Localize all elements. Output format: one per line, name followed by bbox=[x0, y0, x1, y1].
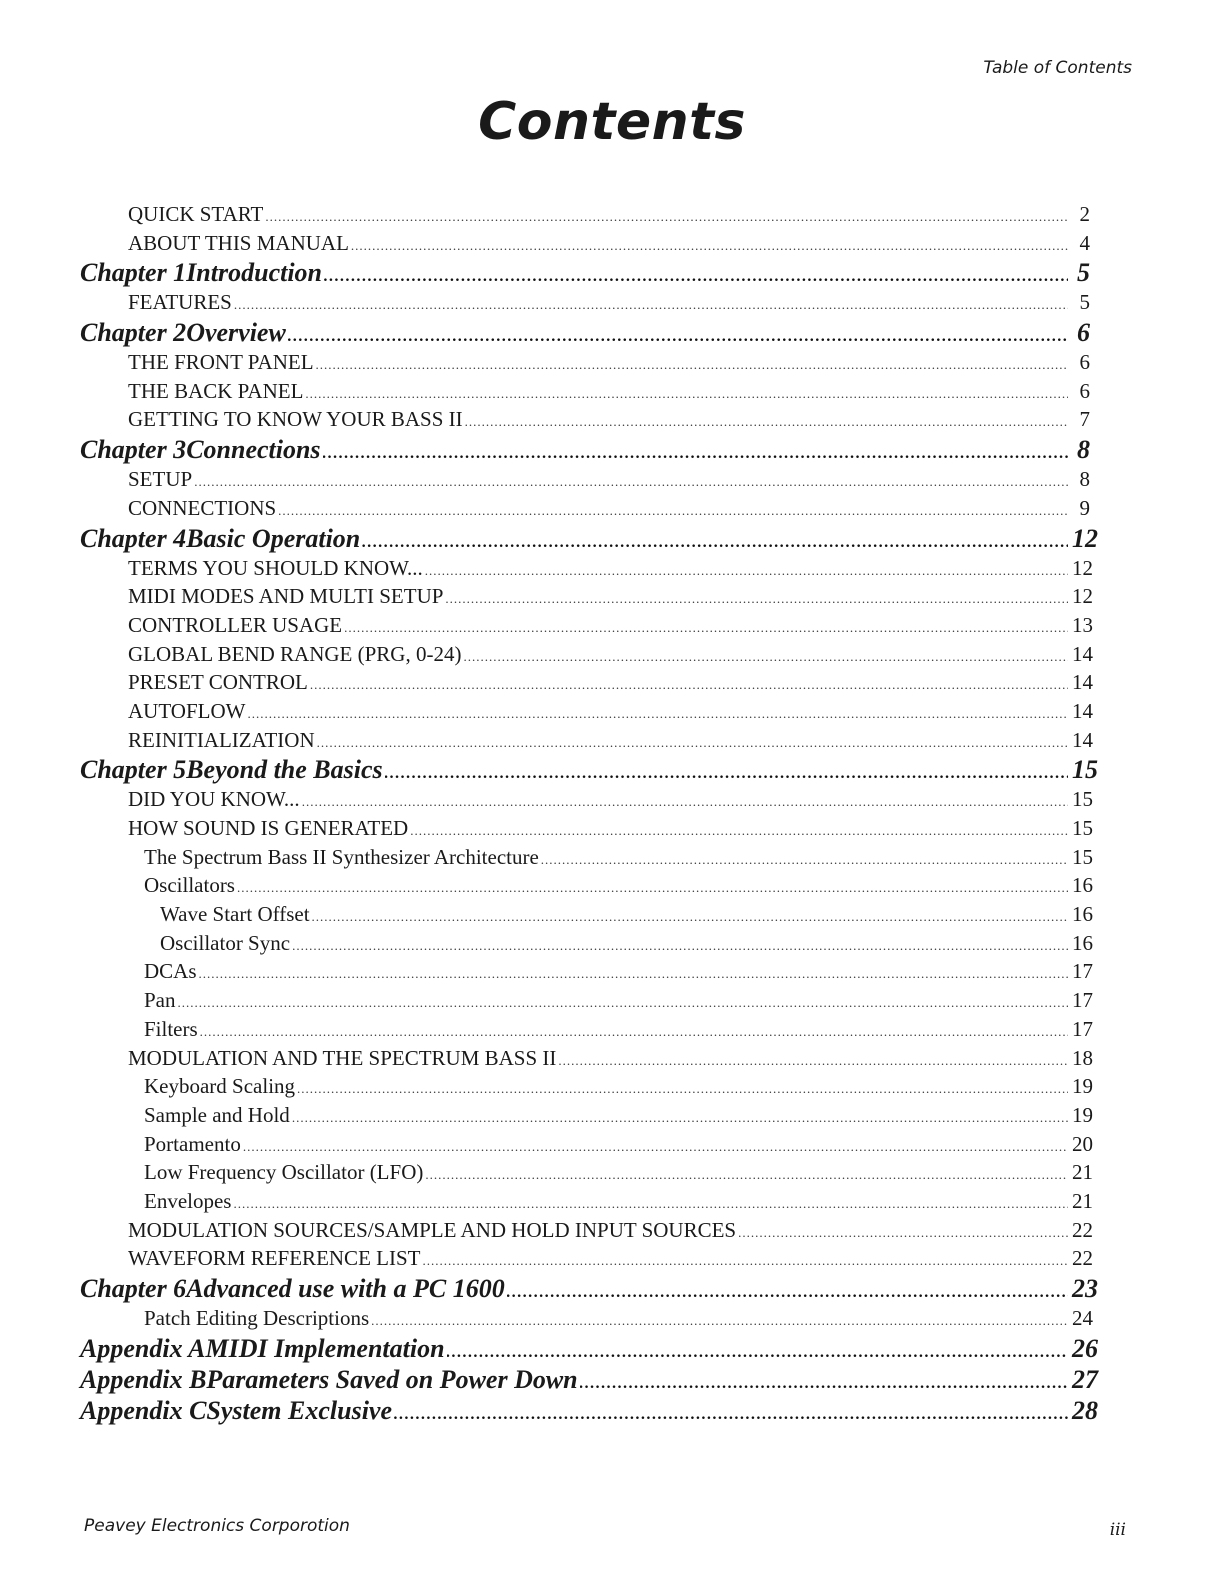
dot-leader bbox=[243, 1139, 1068, 1155]
toc-section-row bbox=[80, 496, 1090, 525]
toc-page-number: 16 bbox=[1072, 873, 1093, 898]
toc-section-row bbox=[80, 641, 1093, 671]
dot-leader bbox=[316, 357, 1068, 373]
toc-entry-title: Envelopes bbox=[144, 1188, 232, 1213]
toc-page-number: 15 bbox=[1072, 844, 1093, 869]
dot-leader bbox=[385, 765, 1068, 783]
toc-entry-title: Oscillator Sync bbox=[160, 930, 291, 955]
toc-entry-title: Keyboard Scaling bbox=[144, 1074, 296, 1099]
chapter-number: Chapter 6 bbox=[80, 1274, 187, 1303]
toc-page-number: 17 bbox=[1072, 959, 1093, 984]
toc-section-row bbox=[80, 988, 1093, 1017]
toc-entry-title: System Exclusive bbox=[206, 1395, 393, 1425]
toc-entry-title: MODULATION AND THE SPECTRUM BASS II bbox=[128, 1045, 557, 1070]
toc-section-row bbox=[80, 1131, 1093, 1161]
toc-entry-title: THE BACK PANEL bbox=[128, 378, 304, 403]
dot-leader bbox=[344, 620, 1068, 636]
toc-entry-title: Introduction bbox=[186, 258, 323, 288]
toc-page-number: 16 bbox=[1072, 930, 1093, 955]
toc-section-row bbox=[80, 902, 1093, 931]
toc-chapter-row bbox=[80, 435, 1090, 467]
toc-page-number: 14 bbox=[1072, 641, 1093, 666]
toc-entry-title: GLOBAL BEND RANGE (PRG, 0-24) bbox=[128, 641, 462, 666]
toc-page-number: 21 bbox=[1072, 1188, 1093, 1213]
toc-page-number: 15 bbox=[1072, 787, 1093, 812]
toc-entry-title: Low Frequency Oscillator (LFO) bbox=[144, 1160, 424, 1185]
dot-leader bbox=[371, 1313, 1068, 1329]
toc-entry-title: MIDI Implementation bbox=[205, 1333, 445, 1363]
running-header: Table of Contents bbox=[983, 58, 1132, 78]
dot-leader bbox=[312, 909, 1068, 925]
toc-entry-title: SETUP bbox=[128, 467, 193, 492]
toc-section-row bbox=[80, 379, 1090, 408]
toc-appendix-row bbox=[80, 1395, 1098, 1428]
toc-section-row bbox=[80, 407, 1090, 436]
toc-page-number: 28 bbox=[1072, 1395, 1098, 1425]
toc-entry-title: Pan bbox=[144, 988, 176, 1013]
dot-leader bbox=[507, 1284, 1068, 1302]
dot-leader bbox=[247, 706, 1068, 722]
toc-entry-title: Basic Operation bbox=[186, 523, 361, 553]
dot-leader bbox=[288, 328, 1068, 346]
toc-section-row bbox=[80, 844, 1093, 874]
dot-leader bbox=[410, 823, 1068, 839]
dot-leader bbox=[738, 1225, 1068, 1241]
toc-entry-title: MODULATION SOURCES/SAMPLE AND HOLD INPUT SOURCES bbox=[128, 1217, 737, 1242]
toc-section-row bbox=[80, 1306, 1093, 1335]
toc-page-number: 8 bbox=[1077, 435, 1090, 465]
toc-page-number: 12 bbox=[1072, 584, 1093, 609]
dot-leader bbox=[425, 563, 1068, 579]
chapter-number: Chapter 2 bbox=[80, 318, 187, 348]
dot-leader bbox=[317, 735, 1068, 751]
dot-leader bbox=[297, 1081, 1068, 1097]
dot-leader bbox=[305, 386, 1068, 402]
toc-entry-title: DCAs bbox=[144, 959, 197, 984]
dot-leader bbox=[302, 794, 1068, 810]
dot-leader bbox=[422, 1253, 1068, 1269]
toc-section-row bbox=[80, 1217, 1093, 1247]
toc-entry-title: FEATURES bbox=[128, 290, 232, 315]
toc-page-number: 15 bbox=[1072, 816, 1093, 840]
dot-leader bbox=[445, 591, 1068, 607]
toc-entry-title: Sample and Hold bbox=[144, 1102, 290, 1127]
dot-leader bbox=[194, 474, 1068, 490]
toc-page-number: 19 bbox=[1072, 1074, 1093, 1099]
toc-entry-title: Oscillators bbox=[144, 873, 235, 898]
toc-entry-title: Wave Start Offset bbox=[160, 902, 310, 927]
toc-section-row bbox=[80, 1160, 1093, 1189]
toc-section-row bbox=[80, 670, 1093, 699]
dot-leader bbox=[541, 852, 1068, 868]
toc-section-row bbox=[80, 467, 1090, 496]
toc-entry-title: AUTOFLOW bbox=[128, 698, 246, 723]
toc-page-number: 13 bbox=[1072, 612, 1093, 637]
toc-entry-title: GETTING TO KNOW YOUR BASS II bbox=[128, 407, 463, 432]
dot-leader bbox=[425, 1167, 1068, 1183]
toc-appendix-row bbox=[80, 1333, 1098, 1366]
toc-section-row bbox=[80, 727, 1093, 757]
toc-page-number: 14 bbox=[1072, 698, 1093, 723]
toc-entry-title: TERMS YOU SHOULD KNOW... bbox=[128, 555, 423, 580]
toc-page-number: 4 bbox=[1079, 230, 1090, 255]
table-of-contents bbox=[80, 202, 1098, 1428]
dot-leader bbox=[310, 677, 1068, 693]
toc-page-number: 6 bbox=[1077, 318, 1090, 348]
toc-page-number: 24 bbox=[1072, 1306, 1093, 1330]
toc-entry-title: Filters bbox=[144, 1016, 198, 1041]
toc-entry-title: DID YOU KNOW... bbox=[128, 787, 300, 812]
toc-chapter-row bbox=[80, 258, 1090, 290]
toc-page-number: 19 bbox=[1072, 1102, 1093, 1127]
toc-entry-title: QUICK START bbox=[128, 202, 264, 226]
toc-page-number: 14 bbox=[1072, 670, 1093, 695]
appendix-number: Appendix A bbox=[80, 1333, 206, 1363]
toc-section-row bbox=[80, 350, 1090, 379]
dot-leader bbox=[292, 938, 1068, 954]
chapter-number: Chapter 4 bbox=[80, 523, 187, 553]
dot-leader bbox=[200, 1024, 1068, 1040]
dot-leader bbox=[265, 209, 1068, 225]
toc-appendix-row bbox=[80, 1364, 1098, 1397]
toc-entry-title: CONTROLLER USAGE bbox=[128, 612, 343, 637]
toc-entry-title: The Spectrum Bass II Synthesizer Architecture bbox=[144, 844, 539, 869]
toc-section-row bbox=[80, 930, 1093, 960]
toc-section-row bbox=[80, 787, 1093, 816]
toc-entry-title: MIDI MODES AND MULTI SETUP bbox=[128, 584, 444, 609]
toc-section-row bbox=[80, 1246, 1093, 1275]
toc-section-row bbox=[80, 612, 1093, 642]
toc-entry-title: Parameters Saved on Power Down bbox=[206, 1364, 578, 1394]
toc-page-number: 22 bbox=[1072, 1217, 1093, 1242]
toc-entry-title: ABOUT THIS MANUAL bbox=[128, 230, 349, 255]
toc-entry-title: WAVEFORM REFERENCE LIST bbox=[128, 1246, 421, 1271]
toc-section-row bbox=[80, 584, 1093, 613]
chapter-number: Chapter 5 bbox=[80, 755, 187, 785]
toc-page-number: 15 bbox=[1072, 755, 1098, 785]
dot-leader bbox=[580, 1375, 1068, 1393]
dot-leader bbox=[233, 1196, 1068, 1212]
dot-leader bbox=[178, 995, 1069, 1011]
toc-entry-title: HOW SOUND IS GENERATED bbox=[128, 816, 409, 840]
footer-page-number: iii bbox=[1109, 1520, 1126, 1540]
toc-chapter-row bbox=[80, 1274, 1098, 1306]
toc-chapter-row bbox=[80, 523, 1098, 556]
toc-page-number: 5 bbox=[1077, 258, 1090, 288]
toc-page-number: 26 bbox=[1072, 1333, 1098, 1363]
toc-section-row bbox=[80, 202, 1090, 231]
toc-page-number: 9 bbox=[1079, 495, 1090, 520]
toc-section-row bbox=[80, 231, 1090, 260]
footer-publisher: Peavey Electronics Corporotion bbox=[84, 1516, 350, 1536]
toc-chapter-row bbox=[80, 755, 1098, 787]
toc-entry-title: Connections bbox=[186, 435, 321, 465]
dot-leader bbox=[394, 1406, 1068, 1424]
toc-page-number: 5 bbox=[1079, 290, 1090, 315]
toc-entry-title: Portamento bbox=[144, 1131, 241, 1156]
toc-section-row bbox=[80, 555, 1093, 585]
dot-leader bbox=[362, 534, 1068, 552]
toc-page-number: 2 bbox=[1079, 202, 1090, 226]
dot-leader bbox=[465, 414, 1068, 430]
toc-section-row bbox=[80, 873, 1093, 902]
toc-page-number: 16 bbox=[1072, 902, 1093, 927]
dot-leader bbox=[292, 1110, 1068, 1126]
toc-page-number: 27 bbox=[1072, 1364, 1098, 1394]
toc-page-number: 17 bbox=[1072, 988, 1093, 1013]
page-title: Contents bbox=[478, 92, 746, 152]
toc-page-number: 12 bbox=[1072, 523, 1098, 553]
toc-page-number: 17 bbox=[1072, 1016, 1093, 1041]
toc-page-number: 7 bbox=[1079, 407, 1090, 432]
toc-page-number: 22 bbox=[1072, 1246, 1093, 1271]
dot-leader bbox=[199, 966, 1068, 982]
toc-section-row bbox=[80, 1016, 1093, 1046]
toc-entry-title: CONNECTIONS bbox=[128, 495, 277, 520]
toc-page-number: 21 bbox=[1072, 1160, 1093, 1185]
toc-page-number: 23 bbox=[1072, 1274, 1098, 1303]
toc-page-number: 14 bbox=[1072, 727, 1093, 752]
toc-section-row bbox=[80, 698, 1093, 728]
toc-entry-title: REINITIALIZATION bbox=[128, 727, 315, 752]
toc-section-row bbox=[80, 1188, 1093, 1218]
toc-entry-title: THE FRONT PANEL bbox=[128, 350, 314, 375]
toc-entry-title: Overview bbox=[186, 318, 286, 348]
dot-leader bbox=[447, 1344, 1068, 1362]
dot-leader bbox=[324, 268, 1068, 286]
appendix-number: Appendix B bbox=[80, 1364, 207, 1394]
chapter-number: Chapter 3 bbox=[80, 435, 187, 465]
toc-entry-title: Advanced use with a PC 1600 bbox=[186, 1274, 505, 1303]
toc-entry-title: Beyond the Basics bbox=[186, 755, 383, 785]
toc-section-row bbox=[80, 1102, 1093, 1132]
toc-page-number: 8 bbox=[1079, 467, 1090, 492]
dot-leader bbox=[278, 503, 1068, 519]
toc-section-row bbox=[80, 290, 1090, 319]
toc-section-row bbox=[80, 816, 1093, 845]
toc-page-number: 20 bbox=[1072, 1131, 1093, 1156]
dot-leader bbox=[234, 297, 1068, 313]
toc-entry-title: PRESET CONTROL bbox=[128, 670, 308, 695]
toc-page-number: 6 bbox=[1079, 378, 1090, 403]
toc-entry-title: Patch Editing Descriptions bbox=[144, 1306, 370, 1330]
dot-leader bbox=[351, 238, 1068, 254]
toc-page-number: 6 bbox=[1079, 350, 1090, 375]
dot-leader bbox=[323, 445, 1068, 463]
toc-section-row bbox=[80, 1074, 1093, 1103]
dot-leader bbox=[558, 1053, 1068, 1069]
toc-section-row bbox=[80, 959, 1093, 988]
appendix-number: Appendix C bbox=[80, 1395, 207, 1425]
chapter-number: Chapter 1 bbox=[80, 258, 187, 288]
dot-leader bbox=[463, 649, 1068, 665]
toc-section-row bbox=[80, 1045, 1093, 1075]
dot-leader bbox=[237, 880, 1068, 896]
toc-chapter-row bbox=[80, 318, 1090, 350]
toc-page-number: 12 bbox=[1072, 555, 1093, 580]
toc-page-number: 18 bbox=[1072, 1045, 1093, 1070]
